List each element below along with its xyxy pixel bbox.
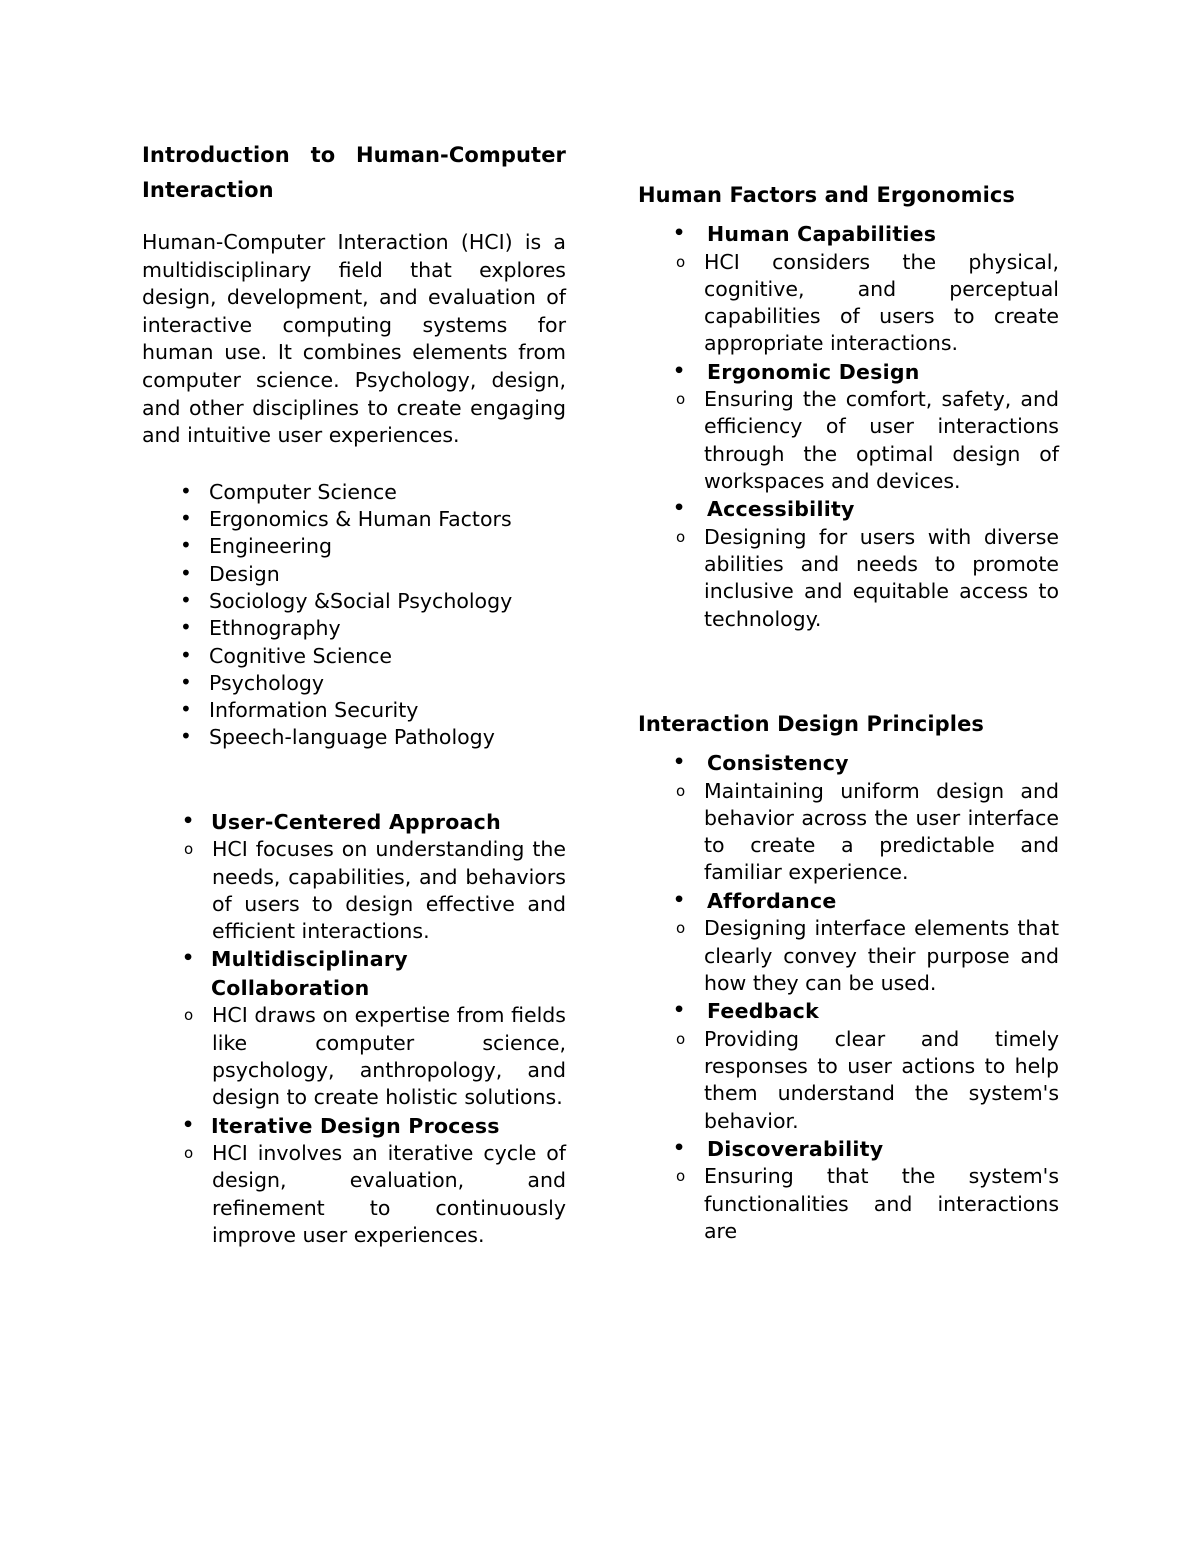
bullet-group-accessibility: [638, 495, 1059, 524]
list-item: • Sociology &Social Psychology: [142, 588, 566, 615]
bullet-group-discoverability: [638, 1135, 1059, 1164]
bullet-group-iterative-design-process: [142, 1112, 566, 1141]
bullet-group-consistency: [638, 749, 1059, 778]
bullet-group-multidisciplinary-collaboration: [142, 945, 566, 1002]
bullet-group-affordance: [638, 887, 1059, 916]
spacer: [638, 633, 1059, 707]
bullet-title: • Iterative Design Process: [211, 1113, 500, 1138]
sub-list-item: o Ensuring the comfort, safety, and efficiency of user interactions through the optimal design of workspaces and devices.: [638, 386, 1059, 495]
spacer: [638, 212, 1059, 220]
sub-list-human-capabilities: [638, 249, 1059, 358]
disciplines-list: [142, 479, 566, 752]
sub-list-item: o Designing interface elements that clearly convey their purpose and how they can be used.: [638, 915, 1059, 997]
list-item: • Computer Science: [142, 479, 566, 506]
sub-list-iterative-design-process: [142, 1140, 566, 1249]
list-item: • Design: [142, 561, 566, 588]
bullet-title: • Accessibility: [707, 497, 855, 522]
sub-list-consistency: [638, 778, 1059, 887]
sub-list-item: o HCI draws on expertise from fields like computer science, psychology, anthropology, and design to create holistic solutions.: [142, 1002, 566, 1111]
bullet-group-ergonomic-design: [638, 358, 1059, 387]
list-item: • Ethnography: [142, 615, 566, 642]
bullet-title: • Feedback: [707, 999, 819, 1024]
sub-list-item: o HCI considers the physical, cognitive, and perceptual capabilities of users to create appropriate interactions.: [638, 249, 1059, 358]
bullet-title: • Consistency: [707, 751, 849, 776]
list-item: • Engineering: [142, 533, 566, 560]
section-heading-interaction-design-principles: Interaction Design Principles: [638, 712, 985, 737]
spacer: [142, 208, 566, 229]
list-item: • Ergonomics & Human Factors: [142, 506, 566, 533]
bullet-title: • Discoverability: [707, 1136, 884, 1161]
section-heading-human-factors-and-ergonomics: Human Factors and Ergonomics: [638, 183, 1016, 207]
sub-list-item: o Maintaining uniform design and behavior across the user interface to create a predictable and familiar experience.: [638, 778, 1059, 887]
sub-list-user-centered-approach: [142, 836, 566, 945]
right-column: [638, 178, 1059, 1245]
bullet-title: • Affordance: [707, 888, 837, 913]
intro-paragraph: Human-Computer Interaction (HCI) is a multidisciplinary field that explores design, development, and evaluation of interactive computing systems for human use. It combines elements from computer science. Psychology, design, and other disciplines to create engaging and intuitive user experiences.: [142, 230, 566, 448]
bullet-title: • Human Capabilities: [707, 222, 937, 246]
sub-list-accessibility: [638, 524, 1059, 633]
sub-list-feedback: [638, 1026, 1059, 1135]
bullet-title: • Ergonomic Design: [707, 359, 920, 384]
sub-list-discoverability: [638, 1163, 1059, 1245]
page-title: Introduction to Human-Computer Interaction: [142, 143, 566, 202]
list-item: • Cognitive Science: [142, 643, 566, 670]
spacer: [638, 741, 1059, 749]
bullet-group-feedback: [638, 997, 1059, 1026]
bullet-title: • User-Centered Approach: [211, 809, 501, 834]
sub-list-ergonomic-design: [638, 386, 1059, 495]
spacer: [142, 752, 566, 808]
spacer: [142, 450, 566, 479]
list-item: • Speech-language Pathology: [142, 724, 566, 751]
bullet-title: • Multidisciplinary Collaboration: [211, 947, 408, 1000]
sub-list-item: o HCI focuses on understanding the needs, capabilities, and behaviors of users to design effective and efficient interactions.: [142, 836, 566, 945]
sub-list-item: o HCI involves an iterative cycle of design, evaluation, and refinement to continuously improve user experiences.: [142, 1140, 566, 1249]
list-item: • Psychology: [142, 670, 566, 697]
sub-list-item: o Ensuring that the system's functionalities and interactions are: [638, 1163, 1059, 1245]
sub-list-multidisciplinary-collaboration: [142, 1002, 566, 1111]
list-item: • Information Security: [142, 697, 566, 724]
sub-list-item: o Designing for users with diverse abilities and needs to promote inclusive and equitable access to technology.: [638, 524, 1059, 633]
sub-list-item: o Providing clear and timely responses to user actions to help them understand the system's behavior.: [638, 1026, 1059, 1135]
bullet-group-human-capabilities: [638, 220, 1059, 249]
sub-list-affordance: [638, 915, 1059, 997]
left-column: [142, 138, 566, 1249]
bullet-group-user-centered-approach: [142, 808, 566, 837]
